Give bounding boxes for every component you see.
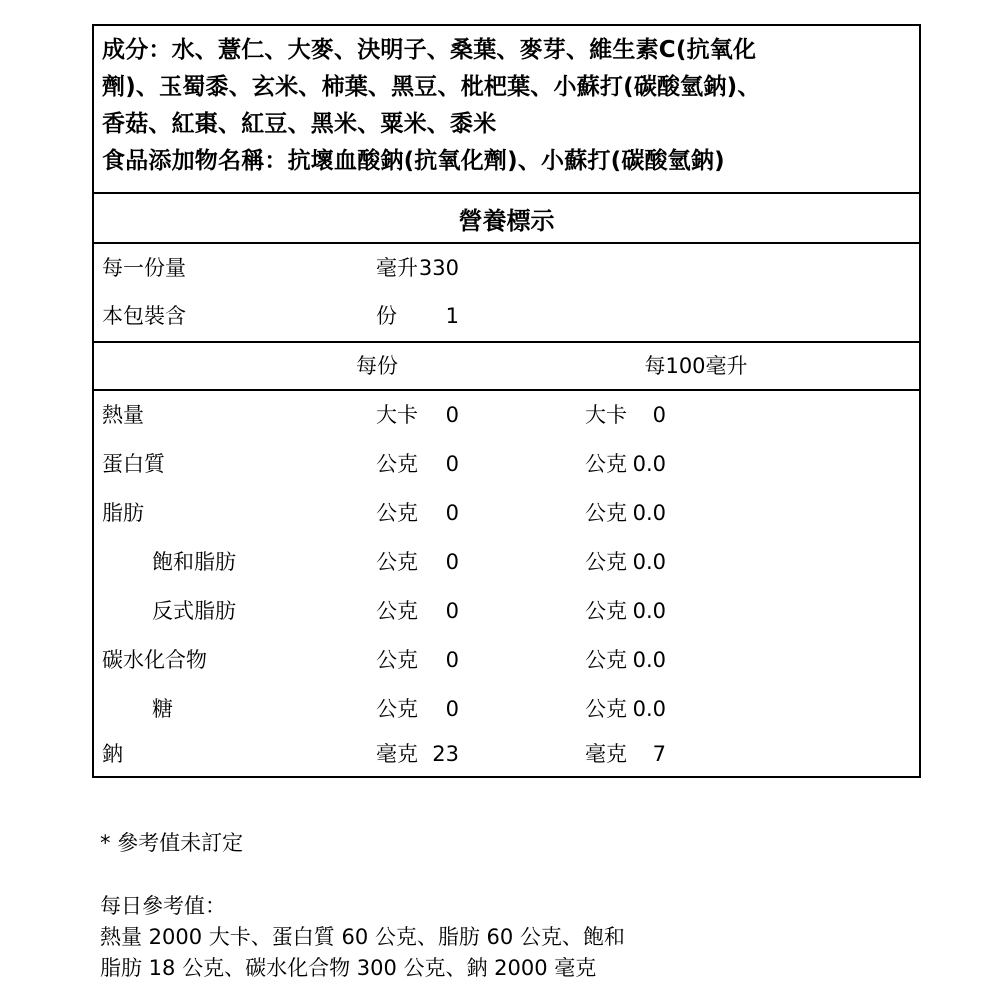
nutrition-title: 營養標示	[94, 194, 919, 244]
per-100ml-value: 0.0	[632, 501, 666, 525]
spacer	[100, 859, 625, 891]
per-serving-unit: 毫克	[376, 742, 418, 766]
per-serving-unit: 公克	[376, 697, 418, 721]
footnote: * 參考值未訂定	[100, 831, 244, 855]
nutrient-row	[94, 636, 919, 684]
per-serving-value: 23	[432, 742, 459, 766]
additives-line: 食品添加物名稱：抗壞血酸鈉(抗氧化劑)、小蘇打(碳酸氫鈉)	[102, 148, 725, 174]
per-100ml-value: 0.0	[632, 648, 666, 672]
nutrient-row	[94, 489, 919, 537]
per-serving-unit: 公克	[376, 550, 418, 574]
ingredients-block	[94, 26, 919, 194]
nutrient-row	[94, 440, 919, 488]
per-100ml-header: 每100毫升	[644, 354, 748, 378]
nutrient-name: 蛋白質	[102, 452, 165, 476]
per-100ml-unit: 公克	[585, 501, 627, 525]
nutrient-row	[94, 730, 919, 778]
nutrient-row	[94, 538, 919, 586]
per-100ml-unit: 毫克	[585, 742, 627, 766]
nutrient-name: 脂肪	[102, 501, 144, 525]
per-100ml-unit: 公克	[585, 697, 627, 721]
per-serving-value: 0	[445, 501, 459, 525]
per-serving-unit: 公克	[376, 599, 418, 623]
daily-reference-line: 熱量 2000 大卡、蛋白質 60 公克、脂肪 60 公克、飽和	[100, 925, 625, 949]
per-serving-value: 0	[445, 550, 459, 574]
serving-size-value: 330	[418, 256, 459, 280]
per-serving-value: 0	[445, 599, 459, 623]
serving-size-label: 每一份量	[102, 256, 186, 280]
nutrition-label	[92, 24, 921, 778]
per-100ml-value: 0.0	[632, 697, 666, 721]
ingredients-line: 成分：水、薏仁、大麥、決明子、桑葉、麥芽、維生素C(抗氧化	[102, 37, 757, 63]
serving-size-unit: 毫升	[376, 256, 418, 280]
per-serving-value: 0	[445, 452, 459, 476]
column-header-row	[94, 343, 919, 391]
daily-reference-title: 每日參考值：	[100, 894, 226, 918]
per-100ml-value: 0.0	[632, 599, 666, 623]
per-serving-header: 每份	[356, 354, 398, 378]
per-100ml-unit: 公克	[585, 599, 627, 623]
per-100ml-unit: 大卡	[585, 403, 627, 427]
per-100ml-value: 0	[652, 403, 666, 427]
per-serving-unit: 公克	[376, 452, 418, 476]
per-100ml-value: 7	[652, 742, 666, 766]
notes-block	[100, 828, 625, 984]
per-100ml-unit: 公克	[585, 550, 627, 574]
servings-row	[94, 292, 919, 340]
per-serving-value: 0	[445, 648, 459, 672]
nutrient-name: 反式脂肪	[152, 599, 236, 623]
nutrient-row	[94, 685, 919, 733]
nutrient-name: 鈉	[102, 742, 123, 766]
nutrient-row	[94, 587, 919, 635]
nutrient-name: 熱量	[102, 403, 144, 427]
servings-value: 1	[445, 304, 459, 328]
per-100ml-value: 0.0	[632, 550, 666, 574]
servings-label: 本包裝含	[102, 304, 186, 328]
nutrient-row	[94, 391, 919, 439]
per-100ml-unit: 公克	[585, 452, 627, 476]
serving-size-row	[94, 244, 919, 292]
ingredients-line: 劑)、玉蜀黍、玄米、柿葉、黑豆、枇杷葉、小蘇打(碳酸氫鈉)、	[102, 74, 761, 100]
serving-info	[94, 244, 919, 343]
per-serving-value: 0	[445, 697, 459, 721]
per-serving-unit: 公克	[376, 648, 418, 672]
daily-reference-line: 脂肪 18 公克、碳水化合物 300 公克、鈉 2000 毫克	[100, 956, 597, 980]
nutrient-name: 碳水化合物	[102, 648, 207, 672]
per-serving-value: 0	[445, 403, 459, 427]
per-serving-unit: 大卡	[376, 403, 418, 427]
per-serving-unit: 公克	[376, 501, 418, 525]
servings-unit: 份	[376, 304, 397, 328]
per-100ml-value: 0.0	[632, 452, 666, 476]
nutrient-name: 飽和脂肪	[152, 550, 236, 574]
nutrient-name: 糖	[152, 697, 173, 721]
ingredients-line: 香菇、紅棗、紅豆、黑米、粟米、黍米	[102, 111, 497, 137]
per-100ml-unit: 公克	[585, 648, 627, 672]
